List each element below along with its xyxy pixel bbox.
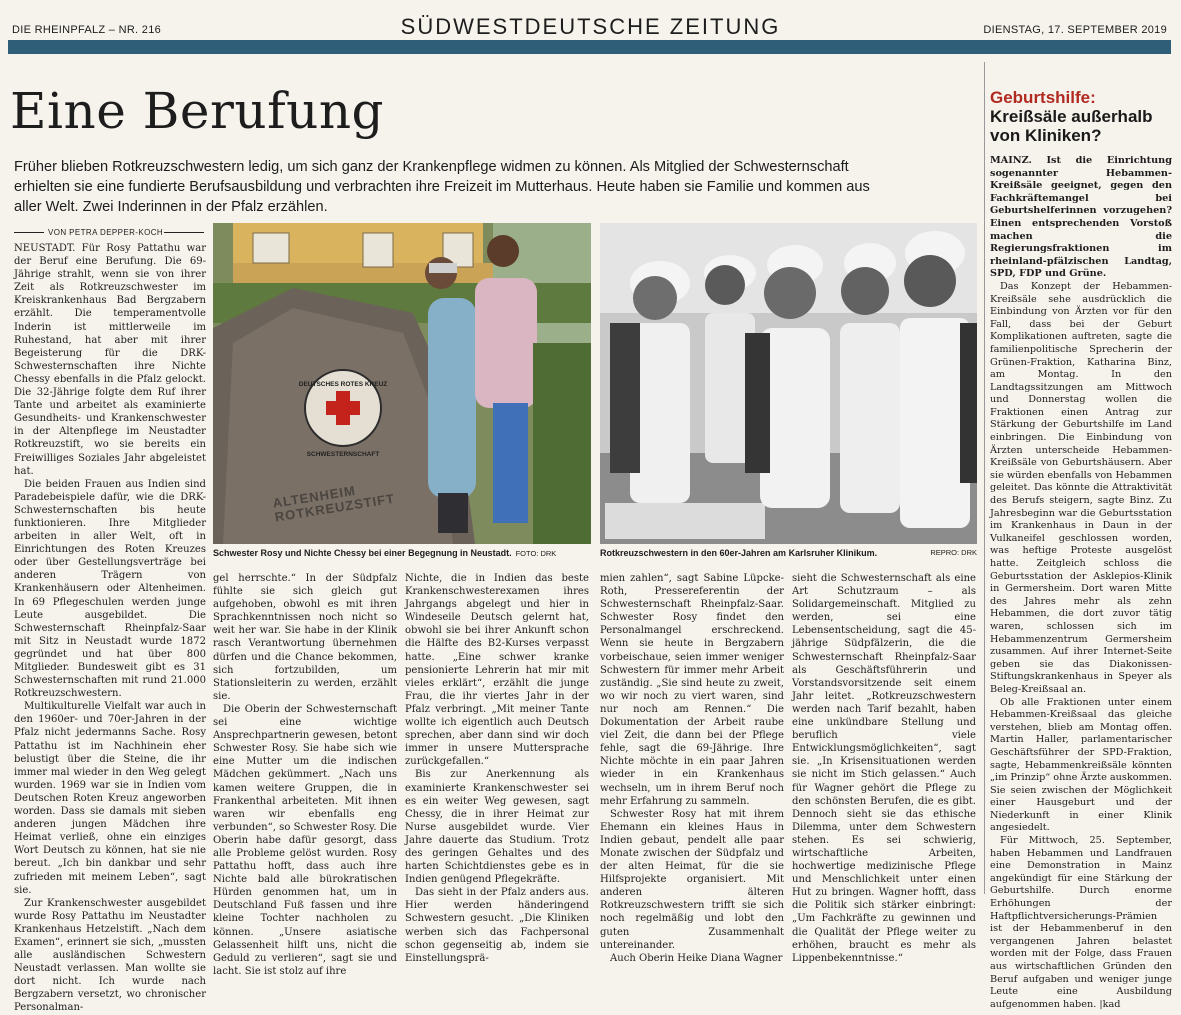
article-column-5 [792,572,976,964]
sidebar-headline [990,88,1175,145]
byline: VON PETRA DEPPER-KOCH [48,228,164,237]
article-column-2 [213,572,397,977]
photo1-caption [213,548,591,558]
photo-rosy-chessy [213,223,591,544]
sidebar-intro: MAINZ. Ist die Einrichtung sogenannter Hebammen-Kreißsäle geeignet, gegen den Fachkräftemangel bei Geburtshelferinnen vorzugehen? Einen entsprechenden Vorstoß machen die Regierungsfraktionen im rheinland-pfälzischen Landtag, SPD, FDP und Grüne. [990,155,1172,280]
byline-rule-left [14,232,44,233]
col1-paragraph: Zur Krankenschwester ausgebildet wurde Rosy Pattathu im Neustadter Krankenhaus Hetzelstift. „Nach dem Examen“, erinnert sie sich, „mussten alle ausländischen Schwestern Neustadt verlassen. Man wollte sie dort nicht. Ich wurde nach Bergzabern versetzt, wo chronischer Personalman- [14,897,206,1014]
sidebar-paragraph: Das Konzept der Hebammen-Kreißsäle sehe ausdrücklich die Einbindung von Ärzten vor für den Fall, dass bei der Geburt Komplikationen auftreten, sagte die familienpolitische Sprecherin der Grünen-Fraktion, Katharina Binz, am Montag. In den Landtagssitzungen am Mittwoch und Donnerstag wollen die Fraktionen einen Antrag zur Stärkung der Geburtshilfe im Land einbringen. Die Einbindung von Ärzten unterscheide Hebammen-Kreißsäle von Geburtshäusern. Aber sie würden ebenfalls von Hebammen geleitet. Das könnte die Attraktivität des Berufs steigern, sagte Binz. Zu Jahresbeginn war die Geburtsstation im Krankenhaus in Daun in der Vulkaneifel geschlossen worden, was heftige Proteste ausgelöst hatte. Zeitgleich schloss die Geburtsstation der Asklepios-Klinik in Germersheim. Dort waren Mitte des Jahres mehr als zehn Hebammen, die dort zuvor tätig waren, schlossen sich im Hebammenzentrum Germersheim zusammen. Auf ihrer Internet-Seite geben sie das Diakonissen-Stiftungskrankenhaus in Speyer als Beleg-Kreißsaal an. [990,280,1172,695]
stone-inscription: ALTENHEIM ROTKREUZSTIFT [271,482,396,525]
article-column-4 [600,572,784,964]
article-headline: Eine Berufung [10,82,385,140]
badge-bottom-text: SCHWESTERNSCHAFT [306,451,380,458]
photo2-credit: REPRO: DRK [930,548,977,557]
col2-paragraph: Die Oberin der Schwesternschaft sei eine wichtige Ansprechpartnerin gewesen, betont Schwester Rosy. Sie habe sich wie eine Mutter um die indischen Mädchen gekümmert. „Nach uns kamen weitere Gruppen, die in Frankenthal arbeiteten. Mit ihnen waren wir ebenfalls eng verbunden“, so Schwester Rosy. Die Oberin habe dafür gesorgt, dass alle Probleme gelöst wurden. Rosy Pattathu hofft, dass auch ihre Nichte bald alle bürokratischen Hürden genommen hat, um in Deutschland Fuß fassen und ihre kleine Tochter nachholen zu können. „Unsere asiatische Gelassenheit hilft uns, nicht die Geduld zu verlieren“, sagt sie und lacht. Sie ist stolz auf ihre [213,703,397,977]
col4-paragraph: mien zahlen“, sagt Sabine Lüpcke-Roth, Pressereferentin der Schwesternschaft Rheinpfalz-Saar. Schwester Rosy findet den Personalmangel erschreckend. Wenn sie heute in Bergzabern vorbeischaue, seien immer weniger Schwestern für immer mehr Arbeit zuständig. „Sie sind heute zu zweit, wo wir noch zu viert waren, sind nur noch am Rennen.“ Die Dokumentation der Arbeit raube viel Zeit, die dann bei der Pflege fehle, sagt die 69-Jährige. Ihre Nichte möchte in ein paar Jahren wieder in ein Krankenhaus wechseln, um in ihrem Beruf noch mehr Erfahrung zu sammeln. [600,573,784,807]
article-column-3 [405,572,589,964]
photo-1960s-nurses-image [600,223,977,544]
col5-paragraph: sieht die Schwesternschaft als eine Art Schutzraum – als Solidargemeinschaft. Mitglied zu werden, sei eine Lebensentscheidung, sagt die 45-jährige Südpfälzerin, die die Schwesternschaft Rheinpfalz-Saar als Geschäftsführerin und Vorstandsvorsitzende seit einem Jahr leitet. „Rotkreuzschwestern werden nach Tarif bezahlt, haben eine unkündbare Stellung und beruflich viele Entwicklungsmöglichkeiten“, sagt sie. „In Krisensituationen werden sie nicht im Stich gelassen.“ Auch für Wagner gehört die Pflege zu den schönsten Berufen, die es gibt. Dennoch sieht sie das ethische Dilemma, unter dem Schwestern stehen. Es sei schwierig, wirtschaftliche Arbeiten, hochwertige medizinische Pflege und Menschlichkeit unter einen Hut zu bringen. Wagner hofft, dass die Politik sich stärker einbringt: „Um Fachkräfte zu gewinnen und die Qualität der Pflege weiter zu erhöhen, braucht es mehr als Lippenbekenntnisse.“ [792,573,976,964]
sidebar-title-red: Geburtshilfe: [990,88,1096,107]
edition-label: DIE RHEINPFALZ – NR. 216 [12,24,162,36]
photo-1960s-nurses [600,223,977,544]
col3-paragraph: Bis zur Anerkennung als examinierte Krankenschwester sei es ein weiter Weg gewesen, sagt Chessy, die in ihrer Heimat zur Nurse ausgebildet wurde. Vier Jahre dauerte das Studium. Trotz des geringen Gehaltes und des harten Schichtdienstes gebe es in Indien genügend Pflegekräfte. [405,769,589,886]
article-column-1 [14,242,206,1014]
col4-paragraph: Auch Oberin Heike Diana Wagner [610,952,783,964]
sidebar-paragraph: Für Mittwoch, 25. September, haben Hebammen und Landfrauen eine Demonstration in Mainz angekündigt für eine Stärkung der Geburtshilfe. Durch enorme Erhöhungen der Haftpflichtversicherungs-Prämien ist der Hebammenberuf in den vergangenen Jahren belastet worden mit der Folge, dass Frauen aus wirtschaftlichen Gründen den Beruf aufgaben und weniger junge Leute eine Ausbildung aufgenommen haben. |kad [990,835,1172,1010]
sidebar-title-black: Kreißsäle außerhalb von Kliniken? [990,107,1153,145]
masthead-bar [8,40,1171,54]
photo1-credit: FOTO: DRK [515,549,557,558]
col3-paragraph: Das sieht in der Pfalz anders aus. Hier werden händeringend Schwestern gesucht. „Die Kliniken werben sich das Fachpersonal schon gegenseitig ab, indem sie Einstellungsprä- [405,887,589,964]
col1-paragraph: NEUSTADT. Für Rosy Pattathu war der Beruf eine Berufung. Die 69-Jährige strahlt, wenn sie von ihrer Zeit als Rotkreuzschwester im Kreiskrankenhaus Bad Bergzabern erzählt. Die temperamentvolle Inderin ist mittlerweile im Ruhestand, hat aber mit ihrer Begeisterung für die DRK-Schwesternschaften ihre Nichte Chessy ebenfalls in die Pfalz gelockt. Die 32-Jährige folgte dem Ruf ihrer Tante und arbeitet als examinierte Gesundheits- und Krankenschwester in der Altenpflege im Neustadter Rotkreuzstift, wo sie bereits ein Freiwilliges Soziales Jahr abgeleistet hat. [14,243,206,477]
issue-date: DIENSTAG, 17. SEPTEMBER 2019 [983,24,1167,36]
col2-paragraph: gel herrschte.“ In der Südpfalz fühlte sie sich gleich gut aufgehoben, obwohl es mit ihren Sprachkenntnissen noch nicht so weit her war. Sie habe in der Klinik rasch Verantwortung übernehmen dürfen und die Chance bekommen, sich fortzubilden, um Stationsleiterin zu werden, erzählt sie. [213,573,397,702]
photo2-caption-text: Rotkreuzschwestern in den 60er-Jahren am Karlsruher Klinikum. [600,548,878,558]
badge-top-text: DEUTSCHES ROTES KREUZ [298,381,388,388]
sidebar-body [990,155,1172,1010]
photo1-caption-text: Schwester Rosy und Nichte Chessy bei einer Begegnung in Neustadt. [213,548,512,558]
photo2-caption [600,548,977,558]
byline-rule-right [164,232,204,233]
newspaper-title: SÜDWESTDEUTSCHE ZEITUNG [400,14,781,39]
col3-paragraph: Nichte, die in Indien das beste Krankenschwesterexamen ihres Jahrgangs abgelegt und hier in Windeseile Deutsch gelernt hat, obwohl sie bei ihrer Ankunft schon die Hälfte des B2-Kurses verpasst hatte. „Eine schwer kranke pensionierte Lehrerin hat mir mit vieles erklärt“, erzählt die junge Frau, die ihr viertes Jahr in der Pfalz verbringt. „Mit meiner Tante wollte ich eigentlich auch Deutsch sprechen, aber dann sind wir doch immer in unsere Muttersprache zurückgefallen.“ [405,573,589,768]
col1-paragraph: Die beiden Frauen aus Indien sind Paradebeispiele dafür, wie die DRK-Schwesternschaften bis heute funktionieren. Ihre Mitglieder arbeiten in aller Welt, oft in Einrichtungen des Roten Kreuzes oder über Gestellungsverträge bei anderen Trägern von Krankenhäusern oder Altenheimen. In 69 Pflegeschulen werden junge Leute ausgebildet. Die Schwesternschaft Rheinpfalz-Saar mit Sitz in Neustadt wurde 1872 gegründet und hat über 800 Mitglieder. Bundesweit gibt es 31 Schwesternschaften mit rund 21.000 Rotkreuzschwestern. [14,478,206,700]
sidebar-paragraph: Ob alle Fraktionen unter einem Hebammen-Kreißsaal das gleiche verstehen, blieb am Montag offen. Martin Haller, parlamentarischer Geschäftsführer der SPD-Fraktion, sagte, Hebammenkreißsäle könnten „im Prinzip“ ohne Ärzte auskommen. Sie seien zwischen der Möglichkeit einer Hausgeburt und der Niederkunft in einer Klinik angesiedelt. [990,696,1172,834]
col1-paragraph: Multikulturelle Vielfalt war auch in den 1960er- und 70er-Jahren in der Pfalz nicht jedermanns Sache. Rosy Pattathu ist im Nachhinein eher belustigt über die Steine, die ihr immer mal wieder in den Weg gelegt wurden. 1969 war sie in Indien vom Deutschen Roten Kreuz angeworben worden. Dass sie damals mit sieben anderen jungen Mädchen ihre Heimat verließ, ohne ein einziges Wort Deutsch zu können, hat sie nie bereut. „Ich bin dankbar und sehr zufrieden mit meinem Leben“, sagt sie. [14,701,206,896]
article-lead: Früher blieben Rotkreuzschwestern ledig, um sich ganz der Krankenpflege widmen zu können. Als Mitglied der Schwesternschaft erhielten sie eine fundierte Berufsausbildung und verbrachten ihre Freizeit im Mutterhaus. Heute haben sie Familie und kommen aus aller Welt. Zwei Inderinnen in der Pfalz erzählen. [14,159,870,215]
col4-paragraph: Schwester Rosy hat mit ihrem Ehemann ein kleines Haus in Indien gebaut, pendelt alle paar Monate zwischen der Südpfalz und der alten Heimat, für die sie Hilfsprojekte organisiert. Mit anderen älteren Rotkreuzschwestern trifft sie sich noch regelmäßig und lobt den guten Zusammenhalt untereinander. [600,808,784,951]
sidebar-divider [984,62,985,894]
